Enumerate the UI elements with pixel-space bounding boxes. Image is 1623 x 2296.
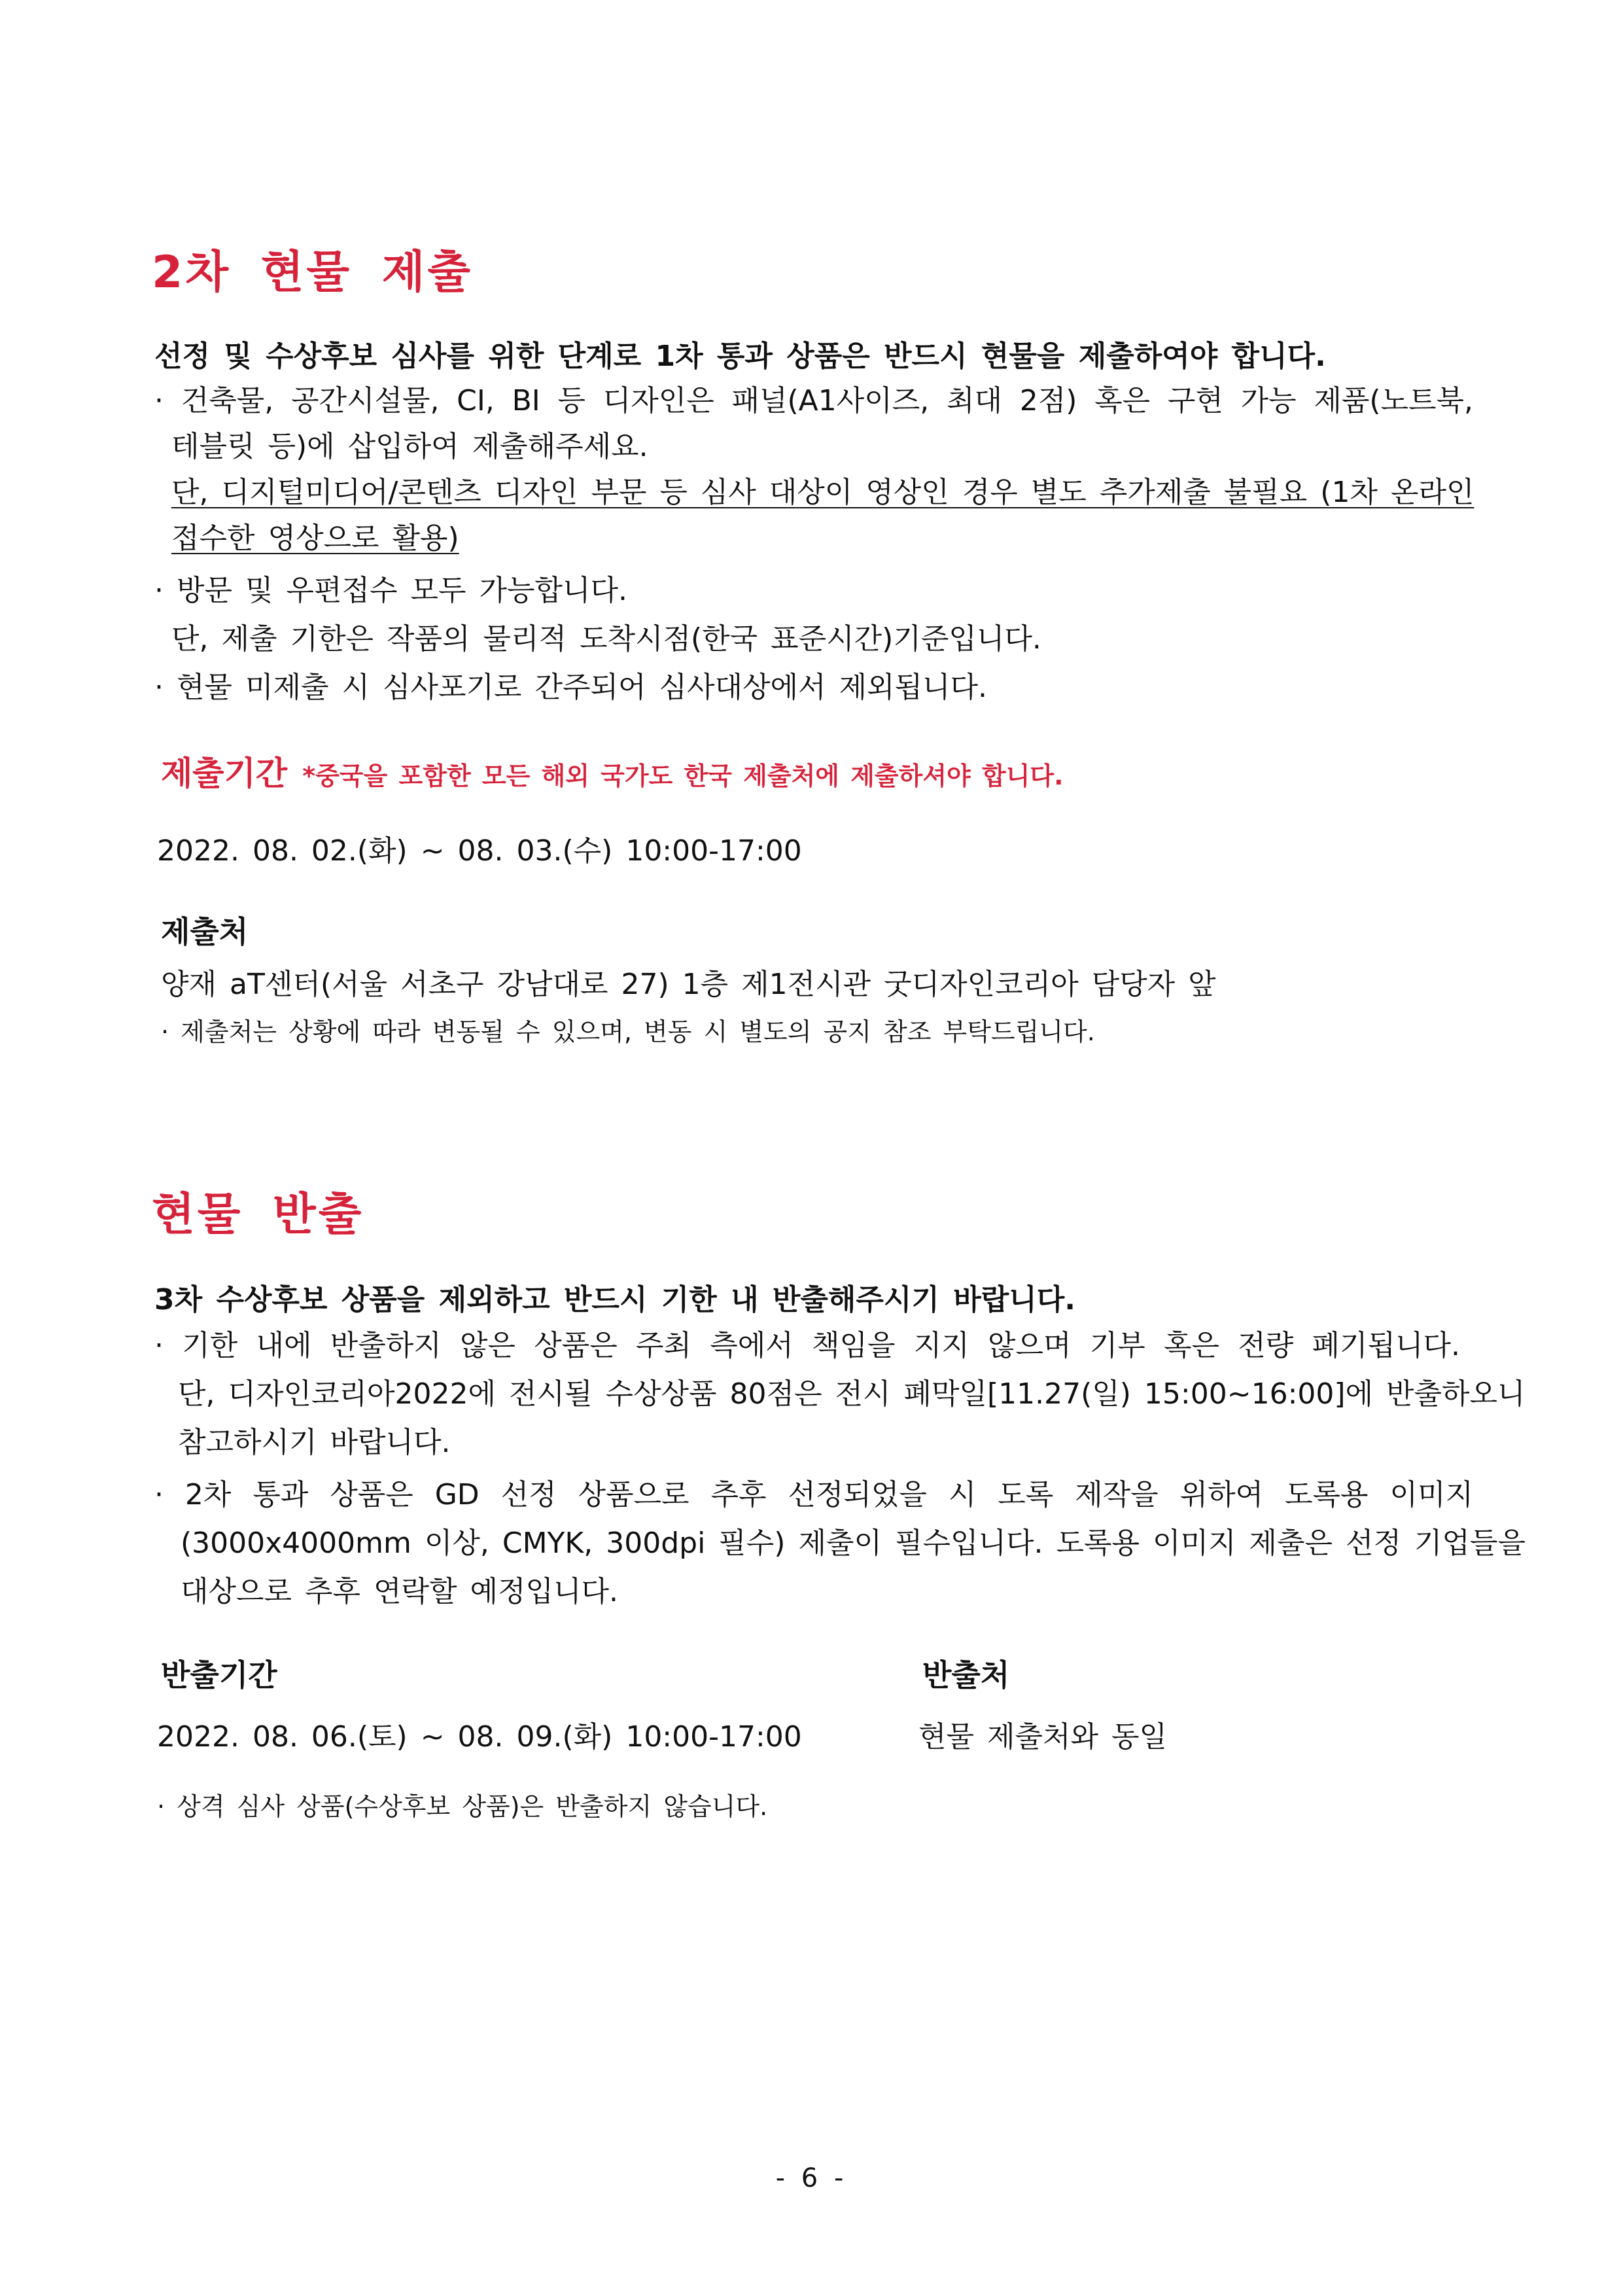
return-bullet-2-line-1: · 2차 통과 상품은 GD 선정 상품으로 추후 선정되었을 시 도록 제작을 위하여 도록용 이미지 — [154, 1478, 1473, 1511]
return-bullet-1-line-1: · 기한 내에 반출하지 않은 상품은 주최 측에서 책임을 지지 않으며 기부 혹은 전량 폐기됩니다. — [154, 1329, 1460, 1362]
return-bullet-1-line-2: 단, 디자인코리아2022에 전시될 수상상품 80점은 전시 폐막일[11.27(일) 15:00~16:00]에 반출하오니 — [178, 1377, 1526, 1411]
submission-period-value: 2022. 08. 02.(화) ~ 08. 03.(수) 10:00-17:00 — [157, 834, 802, 868]
return-bullet-1-line-3: 참고하시기 바랍니다. — [178, 1426, 451, 1459]
page-number: - 6 - — [775, 2163, 848, 2193]
submission-place-note: · 제출처는 상황에 따라 변동될 수 있으며, 변동 시 별도의 공지 참조 부탁드립니다. — [161, 1017, 1095, 1046]
return-note: · 상격 심사 상품(수상후보 상품)은 반출하지 않습니다. — [157, 1792, 768, 1821]
submission-place-value: 양재 aT센터(서울 서초구 강남대로 27) 1층 제1전시관 굿디자인코리아 담당자 앞 — [161, 968, 1216, 1001]
submission-period-note: *중국을 포함한 모든 해외 국가도 한국 제출처에 제출하셔야 합니다. — [302, 762, 1064, 790]
return-bullet-2-line-3: 대상으로 추후 연락할 예정입니다. — [181, 1575, 618, 1608]
return-period-value: 2022. 08. 06.(토) ~ 08. 09.(화) 10:00-17:00 — [157, 1720, 802, 1754]
submission-bullet-2-line-1: · 방문 및 우편접수 모두 가능합니다. — [154, 574, 627, 607]
return-place-value: 현물 제출처와 동일 — [918, 1720, 1168, 1754]
return-period-label: 반출기간 — [161, 1657, 277, 1693]
submission-period-label: 제출기간 — [161, 754, 288, 792]
submission-place-label: 제출처 — [161, 914, 249, 949]
submission-bullet-3: · 현물 미제출 시 심사포기로 간주되어 심사대상에서 제외됩니다. — [154, 671, 987, 704]
return-lead: 3차 수상후보 상품을 제외하고 반드시 기한 내 반출해주시기 바랍니다. — [154, 1283, 1075, 1316]
submission-bullet-1-line-2: 테블릿 등)에 삽입하여 제출해주세요. — [171, 430, 648, 463]
return-bullet-2-line-2: (3000x4000mm 이상, CMYK, 300dpi 필수) 제출이 필수입니다. 도록용 이미지 제출은 선정 기업들을 — [181, 1527, 1526, 1560]
submission-period-heading — [161, 747, 1064, 794]
submission-bullet-2-line-2: 단, 제출 기한은 작품의 물리적 도착시점(한국 표준시간)기준입니다. — [171, 622, 1041, 656]
section-title-submission: 2차 현물 제출 — [152, 247, 474, 298]
section-title-return: 현물 반출 — [152, 1189, 364, 1241]
return-place-label: 반출처 — [922, 1657, 1010, 1693]
submission-bullet-1-note-line-2: 접수한 영상으로 활용) — [171, 521, 459, 555]
submission-lead: 선정 및 수상후보 심사를 위한 단계로 1차 통과 상품은 반드시 현물을 제출하여야 합니다. — [154, 340, 1326, 373]
submission-bullet-1-note-line-1: 단, 디지털미디어/콘텐츠 디자인 부문 등 심사 대상이 영상인 경우 별도 추가제출 불필요 (1차 온라인 — [171, 476, 1475, 509]
submission-bullet-1-line-1: · 건축물, 공간시설물, CI, BI 등 디자인은 패널(A1사이즈, 최대 2점) 혹은 구현 가능 제품(노트북, — [154, 384, 1473, 417]
